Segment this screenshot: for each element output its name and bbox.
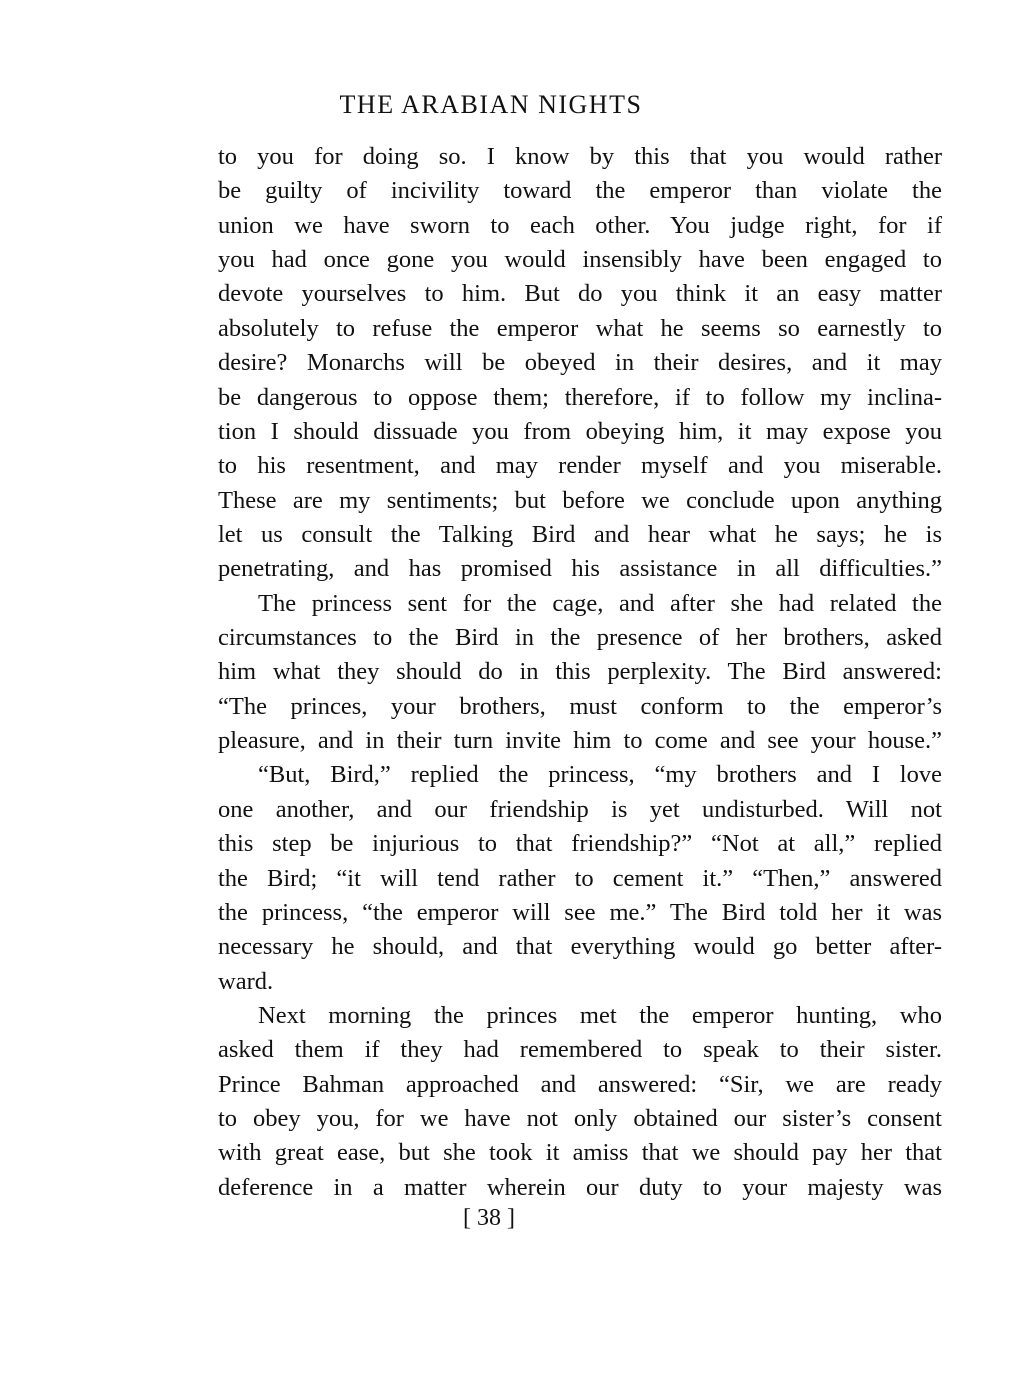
text-line: one another, and our friendship is yet undisturbed. Will not — [218, 795, 942, 823]
text-line: “The princes, your brothers, must conform to the emperor’s — [218, 692, 942, 720]
text-line: tion I should dissuade you from obeying him, it may expose you — [218, 417, 942, 445]
page-number — [0, 1205, 1010, 1232]
text-line: let us consult the Talking Bird and hear what he says; he is — [218, 520, 942, 548]
text-line: to his resentment, and may render myself and you miserable. — [218, 452, 942, 480]
running-title — [0, 90, 1010, 120]
page-number-text: [ 38 ] — [463, 1205, 515, 1231]
running-title-text: THE ARABIAN NIGHTS — [339, 90, 643, 119]
text-line: union we have sworn to each other. You judge right, for if — [218, 211, 942, 239]
text-line: pleasure, and in their turn invite him to come and see your house.” — [218, 727, 942, 755]
text-line: These are my sentiments; but before we conclude upon anything — [218, 486, 942, 514]
text-line: desire? Monarchs will be obeyed in their desires, and it may — [218, 349, 942, 377]
text-line: “But, Bird,” replied the princess, “my brothers and I love — [258, 761, 942, 789]
paragraph — [218, 140, 942, 587]
paragraph — [218, 587, 942, 759]
text-line: The princess sent for the cage, and after she had related the — [258, 589, 942, 617]
text-line: with great ease, but she took it amiss that we should pay her that — [218, 1139, 942, 1167]
text-line: absolutely to refuse the emperor what he seems so earnestly to — [218, 314, 942, 342]
text-line: asked them if they had remembered to speak to their sister. — [218, 1036, 942, 1064]
text-line: Prince Bahman approached and answered: “Sir, we are ready — [218, 1070, 942, 1098]
text-line: the princess, “the emperor will see me.” The Bird told her it was — [218, 898, 942, 926]
text-line: the Bird; “it will tend rather to cement it.” “Then,” answered — [218, 864, 942, 892]
text-line: circumstances to the Bird in the presence of her brothers, asked — [218, 624, 942, 652]
paragraph — [218, 758, 942, 999]
text-line: be guilty of incivility toward the emperor than violate the — [218, 177, 942, 205]
body-text — [218, 140, 942, 1205]
text-line: devote yourselves to him. But do you think it an easy matter — [218, 280, 942, 308]
text-line: to obey you, for we have not only obtained our sister’s consent — [218, 1105, 942, 1133]
paragraph — [218, 999, 942, 1205]
text-line: ward. — [218, 967, 274, 995]
text-line: to you for doing so. I know by this that you would rather — [218, 143, 942, 170]
text-line: him what they should do in this perplexity. The Bird answered: — [218, 658, 942, 686]
text-line: penetrating, and has promised his assistance in all difficulties.” — [218, 555, 942, 583]
text-line: this step be injurious to that friendship?” “Not at all,” replied — [218, 830, 942, 858]
text-line: necessary he should, and that everything would go better after- — [218, 933, 942, 961]
text-line: you had once gone you would insensibly have been engaged to — [218, 246, 942, 274]
text-line: deference in a matter wherein our duty to your majesty was — [218, 1173, 942, 1201]
text-line: be dangerous to oppose them; therefore, if to follow my inclina- — [218, 383, 942, 411]
text-line: Next morning the princes met the emperor hunting, who — [258, 1001, 942, 1029]
